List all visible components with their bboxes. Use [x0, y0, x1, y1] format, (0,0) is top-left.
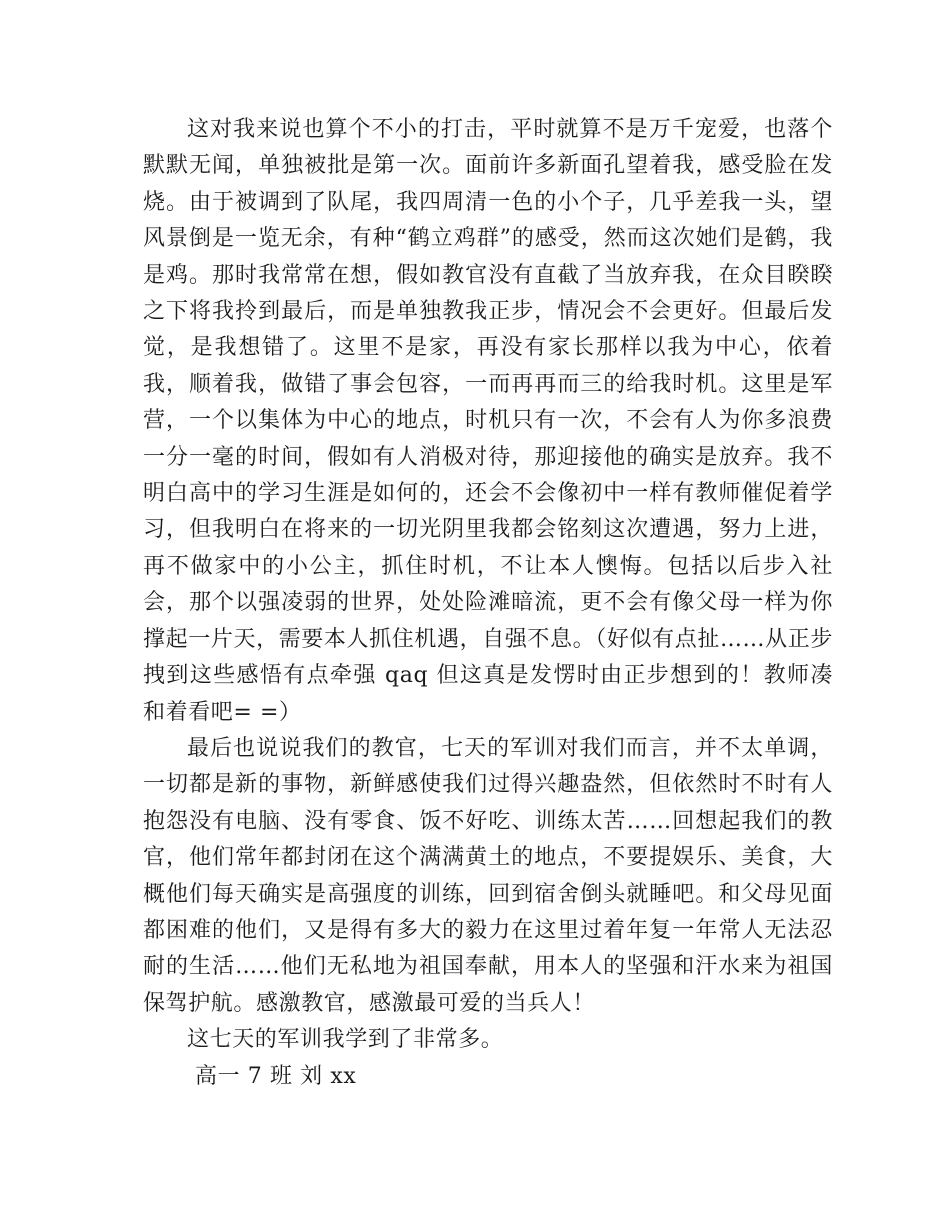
- signature-line: 高一 7 班 刘 xx: [195, 1063, 357, 1089]
- paragraph-2: 最后也说说我们的教官，七天的军训对我们而言，并不太单调，一切都是新的事物，新鲜感使我们过得兴趣盎然，但依然时不时有人抱怨没有电脑、没有零食、饭不好吃、训练太苦……回想起我们的教官，他们常年都封闭在这个满满黄土的地点，不要提娱乐、美食，大概他们每天确实是高强度的训练，回到宿舍倒头就睡吧。和父母见面都困难的他们，又是得有多大的毅力在这里过着年复一年常人无法忍耐的生活……他们无私地为祖国奉献，用本人的坚强和汗水来为祖国保驾护航。感激教官，感激最可爱的当兵人！: [143, 735, 833, 1016]
- document-body: [143, 112, 833, 1095]
- paragraph-3: 这七天的军训我学到了非常多。: [187, 1027, 504, 1053]
- paragraph-1: 这对我来说也算个不小的打击，平时就算不是万千宠爱，也落个默默无闻，单独被批是第一次。面前许多新面孔望着我，感受脸在发烧。由于被调到了队尾，我四周清一色的小个子，几乎差我一头，望风景倒是一览无余，有种“鹤立鸡群”的感受，然而这次她们是鹤，我是鸡。那时我常常在想，假如教官没有直截了当放弃我，在众目睽睽之下将我拎到最后，而是单独教我正步，情况会不会更好。但最后发觉，是我想错了。这里不是家，再没有家长那样以我为中心，依着我，顺着我，做错了事会包容，一而再再而三的给我时机。这里是军营，一个以集体为中心的地点，时机只有一次，不会有人为你多浪费一分一毫的时间，假如有人消极对待，那迎接他的确实是放弃。我不明白高中的学习生涯是如何的，还会不会像初中一样有教师催促着学习，但我明白在将来的一切光阴里我都会铭刻这次遭遇，努力上进，再不做家中的小公主，抓住时机，不让本人懊悔。包括以后步入社会，那个以强凌弱的世界，处处险滩暗流，更不会有像父母一样为你撑起一片天，需要本人抓住机遇，自强不息。（好似有点扯……从正步拽到这些感悟有点牵强 qaq 但这真是发愣时由正步想到的！教师凑和着看吧= =）: [143, 117, 833, 725]
